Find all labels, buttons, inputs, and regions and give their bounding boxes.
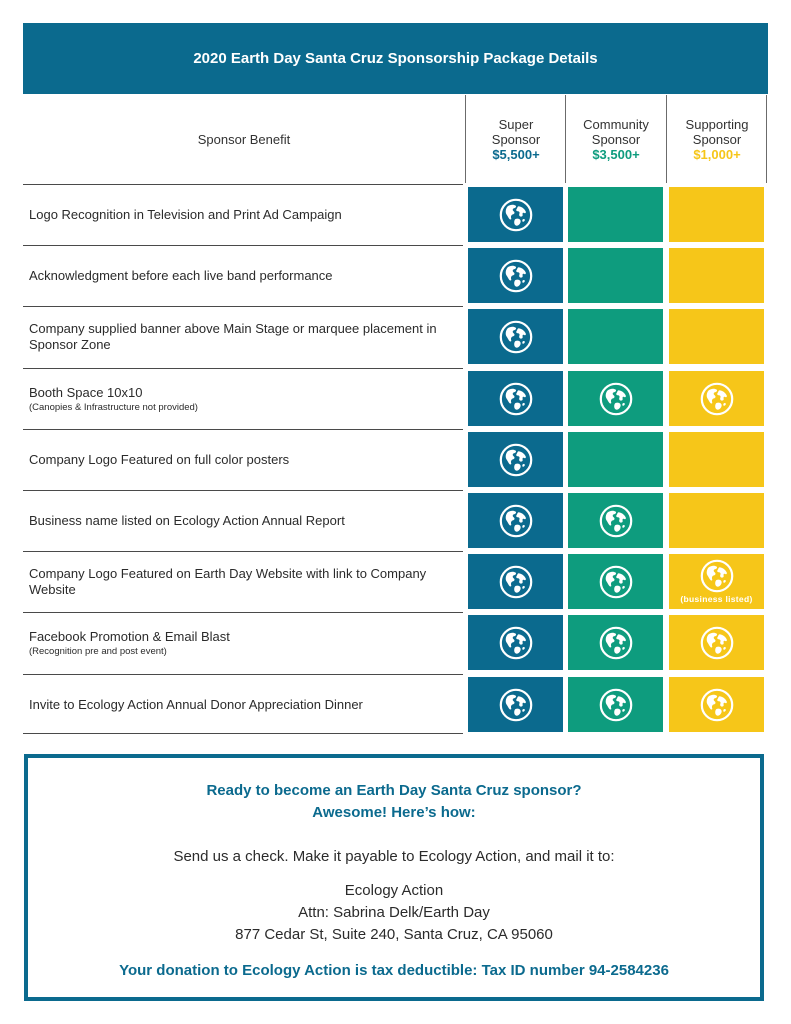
tier-name-line2: Sponsor [591, 131, 641, 147]
tier-cell-community [568, 432, 663, 487]
sponsor-benefit-header: Sponsor Benefit [197, 131, 291, 147]
tier-cell-super [468, 371, 563, 426]
globe-icon [499, 626, 533, 660]
benefit-row [29, 491, 459, 551]
benefit-label: Booth Space 10x10 [29, 384, 143, 400]
tier-cell-supporting [669, 677, 764, 732]
benefit-row [29, 185, 459, 245]
tier-name-line2: Sponsor [491, 131, 541, 147]
tier-header-supporting [667, 95, 767, 183]
tier-cell-super [468, 248, 563, 303]
tier-name-line1: Community [583, 116, 649, 132]
tier-cell-community [568, 309, 663, 364]
benefit-sublabel: (Recognition pre and post event) [29, 645, 167, 657]
tier-cell-super [468, 554, 563, 609]
globe-icon [599, 382, 633, 416]
cta-instruction: Send us a check. Make it payable to Ecology Action, and mail it to: [173, 848, 615, 865]
tier-price: $5,500+ [492, 146, 540, 162]
tier-cell-community [568, 554, 663, 609]
tier-name-line1: Super [498, 116, 534, 132]
benefit-label: Facebook Promotion & Email Blast [29, 628, 230, 644]
tier-cell-super [468, 615, 563, 670]
globe-icon [499, 198, 533, 232]
tier-cell-community [568, 677, 663, 732]
globe-icon [700, 688, 734, 722]
tier-cell-supporting [669, 554, 764, 609]
benefit-row [29, 613, 459, 673]
tier-cell-community [568, 371, 663, 426]
benefit-label: Company Logo Featured on Earth Day Website with link to Company Website [29, 566, 427, 597]
tier-cell-supporting [669, 187, 764, 242]
globe-icon [700, 626, 734, 660]
benefit-label: Company supplied banner above Main Stage or marquee placement in Sponsor Zone [29, 321, 437, 352]
globe-icon [599, 565, 633, 599]
benefit-row [29, 246, 459, 306]
benefit-sublabel: (Canopies & Infrastructure not provided) [29, 401, 198, 413]
page-title: 2020 Earth Day Santa Cruz Sponsorship Package Details [23, 23, 768, 94]
benefit-label: Business name listed on Ecology Action Annual Report [29, 513, 345, 528]
globe-icon [499, 504, 533, 538]
globe-icon [499, 565, 533, 599]
address-line-org: Ecology Action [344, 882, 444, 899]
globe-icon [700, 382, 734, 416]
tier-name-line1: Supporting [685, 116, 749, 132]
tier-header-super [466, 95, 566, 183]
benefit-label: Acknowledgment before each live band performance [29, 268, 333, 283]
address-line-street: 877 Cedar St, Suite 240, Santa Cruz, CA 95060 [235, 926, 553, 943]
tax-deductible-note: Your donation to Ecology Action is tax deductible: Tax ID number 94-2584236 [119, 962, 669, 979]
benefit-row [29, 369, 459, 429]
globe-icon [599, 626, 633, 660]
tier-cell-supporting [669, 309, 764, 364]
globe-icon [499, 259, 533, 293]
benefit-row [29, 430, 459, 490]
cta-heading [28, 780, 760, 824]
globe-icon [599, 504, 633, 538]
cta-heading-line2: Awesome! Here’s how: [312, 804, 476, 821]
cell-note: (business listed) [680, 594, 753, 604]
tier-cell-community [568, 187, 663, 242]
tier-cell-supporting [669, 493, 764, 548]
row-divider [23, 733, 463, 734]
globe-icon [700, 559, 734, 593]
tier-cell-super [468, 677, 563, 732]
tier-name-line2: Sponsor [692, 131, 742, 147]
tier-cell-supporting [669, 432, 764, 487]
tier-price: $1,000+ [693, 146, 741, 162]
benefit-row [29, 552, 459, 612]
tier-cell-super [468, 309, 563, 364]
tier-cell-community [568, 615, 663, 670]
tier-cell-super [468, 187, 563, 242]
benefit-label: Company Logo Featured on full color posters [29, 452, 290, 467]
benefit-label: Logo Recognition in Television and Print Ad Campaign [29, 207, 342, 222]
benefit-label: Invite to Ecology Action Annual Donor Appreciation Dinner [29, 697, 363, 712]
globe-icon [499, 320, 533, 354]
tier-price: $3,500+ [592, 146, 640, 162]
benefit-row [29, 307, 459, 367]
tier-cell-supporting [669, 371, 764, 426]
tier-cell-community [568, 248, 663, 303]
tier-cell-super [468, 493, 563, 548]
address-line-attn: Attn: Sabrina Delk/Earth Day [298, 904, 490, 921]
tier-cell-supporting [669, 615, 764, 670]
cta-box [24, 754, 764, 1001]
tier-cell-community [568, 493, 663, 548]
globe-icon [499, 688, 533, 722]
tier-cell-super [468, 432, 563, 487]
globe-icon [599, 688, 633, 722]
tier-header-community [566, 95, 666, 183]
globe-icon [499, 382, 533, 416]
benefit-row [29, 675, 459, 735]
cta-heading-line1: Ready to become an Earth Day Santa Cruz sponsor? [206, 782, 582, 799]
globe-icon [499, 443, 533, 477]
tier-cell-supporting [669, 248, 764, 303]
